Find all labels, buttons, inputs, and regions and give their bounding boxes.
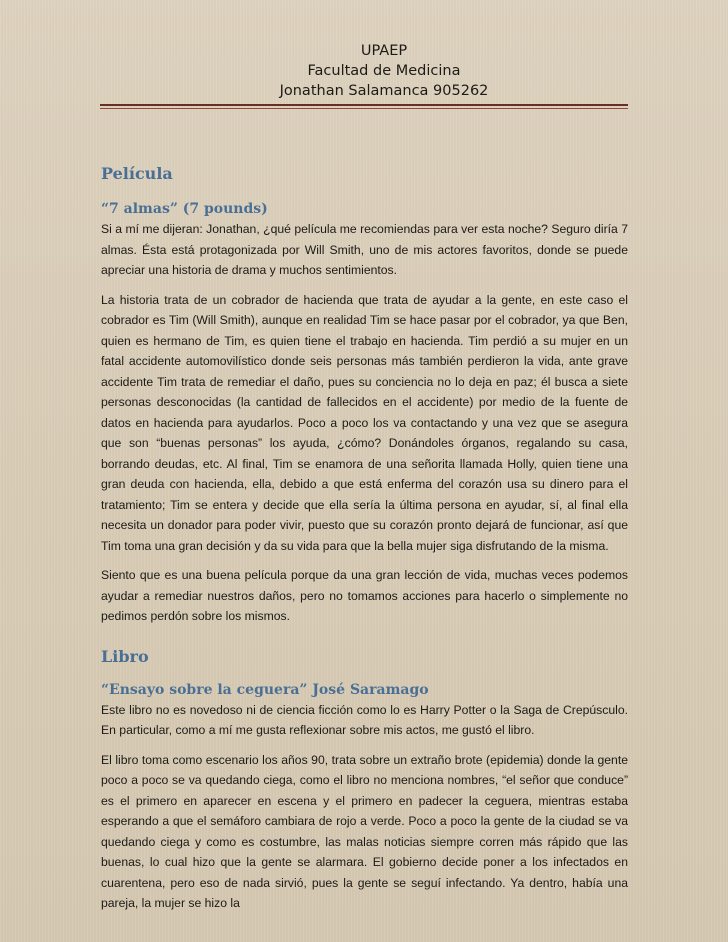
- movie-title: “7 almas” (7 pounds): [101, 201, 268, 217]
- author-name: Jonathan Salamanca 905262: [279, 83, 489, 99]
- paragraph: Siento que es una buena película porque da una gran lección de vida, muchas veces podemos ayudar a remediar nuestros daños, pero no tomamos acciones para hacerlo o simplemente no pedimos perdón sobre los mismos.: [101, 568, 628, 623]
- header-rule-thin: [100, 108, 628, 109]
- paragraph: La historia trata de un cobrador de hacienda que trata de ayudar a la gente, en este caso el cobrador es Tim (Will Smith), aunque en realidad Tim se hace pasar por el cobrador, ya que Ben, quien es hermano de Tim, es quien tiene el trabajo en hacienda. Tim perdió a su mujer en un fatal accidente automovilístico donde seis personas más también perdieron la vida, ante grave accidente Tim trata de remediar el daño, pues su conciencia no lo deja en paz; él busca a siete personas desconocidas (la cantidad de fallecidos en el accidente) por medio de la fuente de datos en hacienda para ayudarlos. Poco a poco los va contactando y una vez que se asegura que son “buenas personas” los ayuda, ¿cómo? Donándoles órganos, regalando su casa, borrando deudas, etc. Al final, Tim se enamora de una señorita llamada Holly, quien tiene una gran deuda con hacienda, ella, debido a que está enferma del corazón usa su dinero para el tratamiento; Tim se entera y decide que ella sería la última persona en ayudar, sí, al final ella necesita un donador para poder vivir, puesto que su corazón pronto dejará de funcionar, así que Tim toma una gran decisión y da su vida para que la bella mujer siga disfrutando de la misma.: [101, 292, 628, 553]
- document-header: [0, 41, 728, 101]
- document-body: [101, 164, 628, 923]
- faculty-name: Facultad de Medicina: [307, 63, 461, 79]
- section-heading-libro: Libro: [101, 646, 149, 666]
- paragraph: Este libro no es novedoso ni de ciencia ficción como lo es Harry Potter o la Saga de Crepúsculo. En particular, como a mí me gusta reflexionar sobre mis actos, me gustó el libro.: [101, 702, 628, 737]
- section-heading-pelicula: Película: [101, 164, 173, 183]
- paragraph: Si a mí me dijeran: Jonathan, ¿qué película me recomiendas para ver esta noche? Seguro diría 7 almas. Ésta está protagonizada por Will Smith, uno de mis actores favoritos, donde se puede apreciar una historia de drama y muchos sentimientos.: [101, 222, 628, 277]
- institution-name: UPAEP: [360, 43, 408, 59]
- book-title: “Ensayo sobre la ceguera” José Saramago: [101, 681, 429, 698]
- paragraph: El libro toma como escenario los años 90, trata sobre un extraño brote (epidemia) donde la gente poco a poco se va quedando ciega, como el libro no menciona nombres, “el señor que conduce” es el primero en aparecer en escena y el primero en padecer la ceguera, mientras estaba esperando a que el semáforo cambiara de rojo a verde. Poco a poco la gente de la ciudad se va quedando ciega y como es costumbre, las malas noticias siempre corren más rápido que las buenas, lo cual hizo que la gente se alarmara. El gobierno decide poner a los infectados en cuarentena, pero eso de nada sirvió, pues la gente se seguí infectando. Ya dentro, había una pareja, la mujer se hizo la: [101, 752, 628, 910]
- header-rule-thick: [100, 104, 628, 106]
